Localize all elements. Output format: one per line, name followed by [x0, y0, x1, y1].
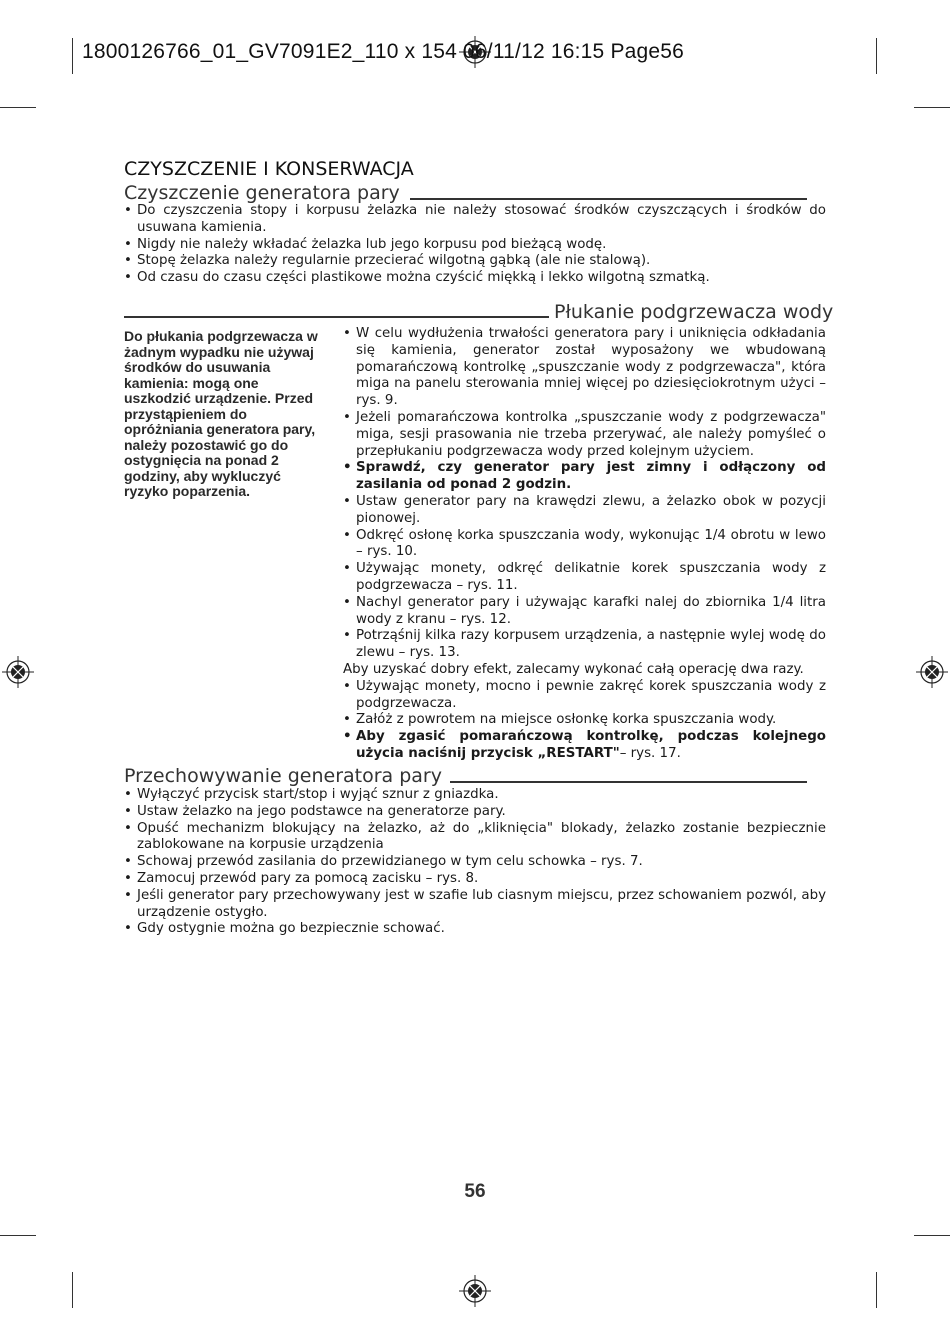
list-item: • Odkręć osłonę korka spuszczania wody, wykonując 1/4 obrotu w lewo – rys. 10.	[343, 528, 826, 562]
list-item: • Opuść mechanizm blokujący na żelazko, aż do „kliknięcia" blokady, żelazko zostanie bezpiecznie zablokowane na korpusie urządzenia	[124, 821, 826, 855]
restart-instruction: Aby zgasić pomarańczową kontrolkę, podczas kolejnego użycia naciśnij przycisk „RESTART"	[356, 729, 826, 761]
cleaning-list	[124, 203, 826, 287]
list-item: • Wyłączyć przycisk start/stop i wyjąć sznur z gniazdka.	[124, 787, 826, 804]
registration-mark-icon	[916, 656, 948, 688]
storage-list	[124, 787, 826, 938]
list-item: • Potrząśnij kilka razy korpusem urządzenia, a następnie wylej wodę do zlewu – rys. 13.	[343, 628, 826, 662]
section-heading-rinsing: Płukanie podgrzewacza wody	[554, 301, 834, 323]
figure-reference: – rys. 17.	[619, 745, 681, 761]
section-heading-storage: Przechowywanie generatora pary	[124, 765, 442, 787]
heading-rule	[410, 198, 807, 200]
list-item: • Ustaw generator pary na krawędzi zlewu, a żelazko obok w pozycji pionowej.	[343, 494, 826, 528]
page-title: CZYSZCZENIE I KONSERWACJA	[124, 158, 414, 180]
registration-mark-icon	[2, 656, 34, 688]
section-heading-cleaning: Czyszczenie generatora pary	[124, 182, 400, 204]
print-slug: 1800126766_01_GV7091E2_110 x 154 06/11/12 16:15 Page56	[82, 40, 685, 63]
heading-rule	[124, 316, 549, 318]
page-number: 56	[464, 1181, 486, 1202]
list-item: • Jeżeli pomarańczowa kontrolka „spuszczanie wody z podgrzewacza" miga, sesji prasowania nie trzeba przerywać, ale należy pomyśleć o przepłukaniu podgrzewacza wody przed kolejnym użyciem.	[343, 410, 826, 460]
list-item: • Załóż z powrotem na miejsce osłonkę korka spuszczania wody.	[343, 712, 826, 729]
registration-mark-icon	[459, 1275, 491, 1307]
crop-mark	[0, 1235, 36, 1236]
crop-mark	[914, 107, 950, 108]
crop-mark	[72, 1272, 73, 1308]
list-item: • Sprawdź, czy generator pary jest zimny i odłączony od zasilania od ponad 2 godzin.	[343, 460, 826, 494]
list-item: • W celu wydłużenia trwałości generatora pary i uniknięcia odkładania się kamienia, generator został wyposażony we wbudowaną pomarańczową kontrolkę „spuszczanie wody z podgrzewacza", która miga na panelu sterowania mniej więcej po dziesięciokrotnym użyci – rys. 9.	[343, 326, 826, 410]
list-item: • Gdy ostygnie można go bezpiecznie schować.	[124, 921, 826, 938]
crop-mark	[914, 1235, 950, 1236]
warning-note: Do płukania podgrzewacza w żadnym wypadku nie używaj środków do usuwania kamienia: mogą one uszkodzić urządzenie. Przed przystąpieniem do opróżniania generatora pary, należy pozostawić go do ostygnięcia na ponad 2 godziny, aby wykluczyć ryzyko poparzenia.	[124, 328, 318, 499]
crop-mark	[0, 107, 36, 108]
list-item: • Od czasu do czasu części plastikowe można czyścić miękką i lekko wilgotną szmatką.	[124, 270, 826, 287]
list-item: • Zamocuj przewód pary za pomocą zacisku – rys. 8.	[124, 871, 826, 888]
rinsing-list	[343, 326, 826, 763]
list-item: • Jeśli generator pary przechowywany jest w szafie lub ciasnym miejscu, przez schowaniem pozwól, aby urządzenie ostygło.	[124, 888, 826, 922]
heading-rule	[450, 781, 807, 783]
list-item: • Nigdy nie należy wkładać żelazka lub jego korpusu pod bieżącą wodę.	[124, 237, 826, 254]
list-item: • Stopę żelazka należy regularnie przecierać wilgotną gąbką (ale nie stalową).	[124, 253, 826, 270]
list-item	[343, 729, 826, 763]
list-item: • Schowaj przewód zasilania do przewidzianego w tym celu schowka – rys. 7.	[124, 854, 826, 871]
list-item: • Używając monety, odkręć delikatnie korek spuszczania wody z podgrzewacza – rys. 11.	[343, 561, 826, 595]
list-item: • Nachyl generator pary i używając karafki nalej do zbiornika 1/4 litra wody z kranu – rys. 12.	[343, 595, 826, 629]
list-item: • Ustaw żelazko na jego podstawce na generatorze pary.	[124, 804, 826, 821]
plain-paragraph: Aby uzyskać dobry efekt, zalecamy wykonać całą operację dwa razy.	[343, 661, 804, 677]
crop-mark	[876, 1272, 877, 1308]
list-item: • Do czyszczenia stopy i korpusu żelazka nie należy stosować środków czyszczących i środków do usuwana kamienia.	[124, 203, 826, 237]
crop-mark	[72, 38, 73, 74]
crop-mark	[876, 38, 877, 74]
list-item: • Używając monety, mocno i pewnie zakręć korek spuszczania wody z podgrzewacza.	[343, 679, 826, 713]
